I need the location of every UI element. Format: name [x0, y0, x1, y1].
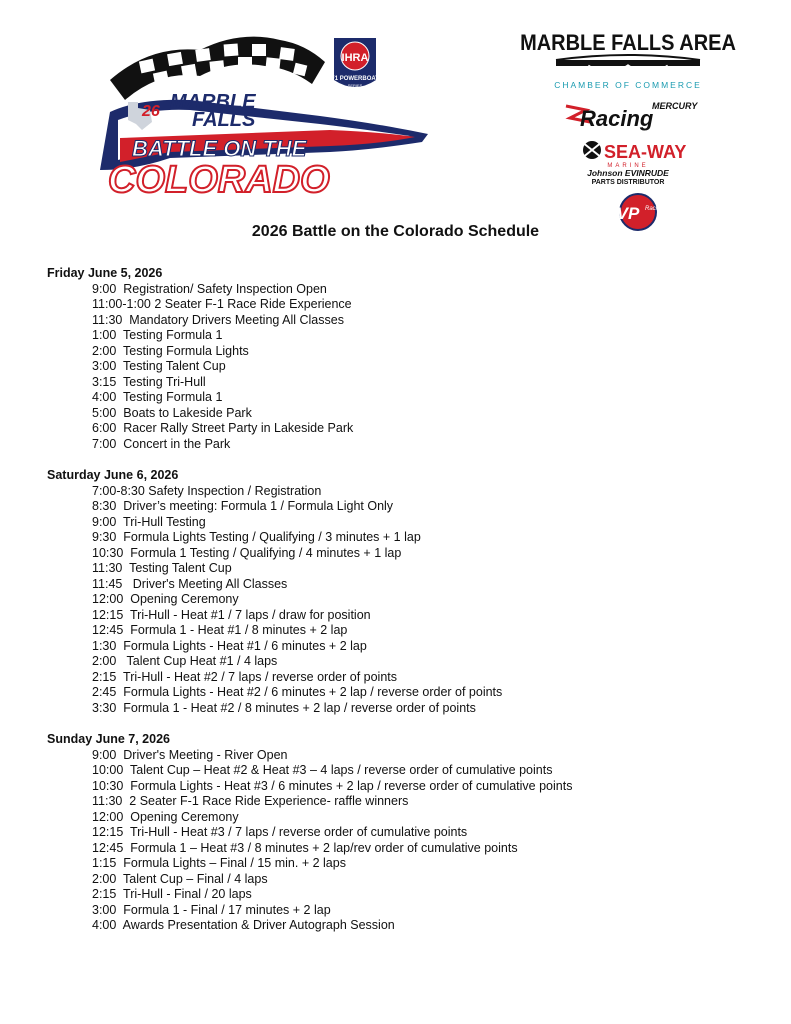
list-item: 7:00 Concert in the Park: [92, 437, 231, 451]
list-item: 11:45 Driver's Meeting All Classes: [92, 577, 288, 591]
svg-text:SEA-WAY: SEA-WAY: [604, 142, 687, 162]
list-item: 9:30 Formula Lights Testing / Qualifying / 3 minutes + 1 lap: [92, 530, 421, 544]
list-item: 1:00 Testing Formula 1: [92, 328, 223, 342]
list-item: 4:00 Awards Presentation & Driver Autograph Session: [92, 918, 395, 932]
svg-text:VP: VP: [616, 204, 640, 223]
sea-way-marine-logo: [582, 141, 686, 186]
list-item: 3:00 Formula 1 - Final / 17 minutes + 2 lap: [92, 903, 331, 917]
list-item: 1:30 Formula Lights - Heat #1 / 6 minutes + 2 lap: [92, 639, 367, 653]
ihra-badge: [331, 38, 379, 88]
list-item: 11:30 Testing Talent Cup: [92, 561, 232, 575]
svg-text:Racing: Racing: [580, 106, 654, 131]
list-item: 9:00 Registration/ Safety Inspection Open: [92, 282, 327, 296]
svg-text:CHAMBER OF COMMERCE: CHAMBER OF COMMERCE: [554, 80, 702, 90]
svg-text:Johnson EVINRUDE: Johnson EVINRUDE: [587, 168, 669, 178]
svg-text:F1 POWERBOAT: F1 POWERBOAT: [331, 76, 379, 82]
logo-line2: FALLS: [192, 109, 256, 131]
logo-line1: MARBLE: [170, 91, 256, 113]
list-item: 9:00 Tri-Hull Testing: [92, 515, 206, 529]
list-item: 4:00 Testing Formula 1: [92, 390, 223, 404]
mercury-racing-logo: [566, 101, 698, 131]
logo-tagline2: COLORADO: [108, 159, 330, 201]
list-item: 12:45 Formula 1 – Heat #3 / 8 minutes + 2 lap/rev order of cumulative points: [92, 841, 518, 855]
list-item: 2:00 Talent Cup – Final / 4 laps: [92, 872, 268, 886]
day-heading-sunday: Sunday June 7, 2026: [47, 732, 170, 746]
list-item: 12:00 Opening Ceremony: [92, 810, 239, 824]
battle-on-the-colorado-logo: [80, 20, 432, 204]
list-item: 12:45 Formula 1 - Heat #1 / 8 minutes + 2 lap: [92, 623, 348, 637]
list-item: 10:30 Formula Lights - Heat #3 / 6 minutes + 2 lap / reverse order of cumulative points: [92, 779, 573, 793]
svg-text:MARINE: MARINE: [607, 163, 649, 169]
svg-text:MERCURY: MERCURY: [652, 101, 698, 111]
sponsor-logos: [520, 26, 736, 236]
list-item: 3:00 Testing Talent Cup: [92, 359, 226, 373]
list-item: 11:00-1:00 2 Seater F-1 Race Ride Experience: [92, 297, 352, 311]
list-item: 12:15 Tri-Hull - Heat #3 / 7 laps / reverse order of cumulative points: [92, 825, 468, 839]
list-item: 12:00 Opening Ceremony: [92, 592, 239, 606]
schedule-title: 2026 Battle on the Colorado Schedule: [251, 223, 540, 240]
list-item: 5:00 Boats to Lakeside Park: [92, 406, 252, 420]
list-item: 2:15 Tri-Hull - Heat #2 / 7 laps / reverse order of points: [92, 670, 397, 684]
list-item: 1:15 Formula Lights – Final / 15 min. + 2 laps: [92, 856, 346, 870]
list-item: 11:30 Mandatory Drivers Meeting All Classes: [92, 313, 344, 327]
list-item: 10:00 Talent Cup – Heat #2 & Heat #3 – 4 laps / reverse order of cumulative points: [92, 763, 553, 777]
list-item: 6:00 Racer Rally Street Party in Lakeside Park: [92, 421, 354, 435]
list-item: 8:30 Driver’s meeting: Formula 1 / Formula Light Only: [92, 499, 394, 513]
day-heading-saturday: Saturday June 6, 2026: [47, 468, 179, 482]
day-heading-friday: Friday June 5, 2026: [47, 266, 163, 280]
logo-tagline1: BATTLE ON THE: [132, 136, 307, 161]
list-item: 12:15 Tri-Hull - Heat #1 / 7 laps / draw for position: [92, 608, 371, 622]
list-item: 9:00 Driver's Meeting - River Open: [92, 748, 288, 762]
svg-text:IHRA: IHRA: [341, 52, 369, 64]
list-item: 2:45 Formula Lights - Heat #2 / 6 minutes + 2 lap / reverse order of points: [92, 685, 503, 699]
svg-text:SERIES: SERIES: [347, 83, 363, 88]
list-item: 7:00-8:30 Safety Inspection / Registration: [92, 484, 322, 498]
svg-text:PARTS DISTRIBUTOR: PARTS DISTRIBUTOR: [591, 179, 665, 186]
list-item: 3:15 Testing Tri-Hull: [92, 375, 206, 389]
chamber-of-commerce-logo: [520, 31, 736, 90]
list-item: 2:00 Talent Cup Heat #1 / 4 laps: [92, 654, 278, 668]
svg-text:Racing: Racing: [645, 206, 664, 212]
logo-number: 26: [142, 103, 160, 120]
list-item: 10:30 Formula 1 Testing / Qualifying / 4 minutes + 1 lap: [92, 546, 402, 560]
svg-text:MARBLE FALLS AREA: MARBLE FALLS AREA: [520, 31, 736, 56]
list-item: 3:30 Formula 1 - Heat #2 / 8 minutes + 2 lap / reverse order of points: [92, 701, 476, 715]
list-item: 2:00 Testing Formula Lights: [92, 344, 249, 358]
list-item: 11:30 2 Seater F-1 Race Ride Experience- raffle winners: [92, 794, 409, 808]
list-item: 2:15 Tri-Hull - Final / 20 laps: [92, 887, 252, 901]
